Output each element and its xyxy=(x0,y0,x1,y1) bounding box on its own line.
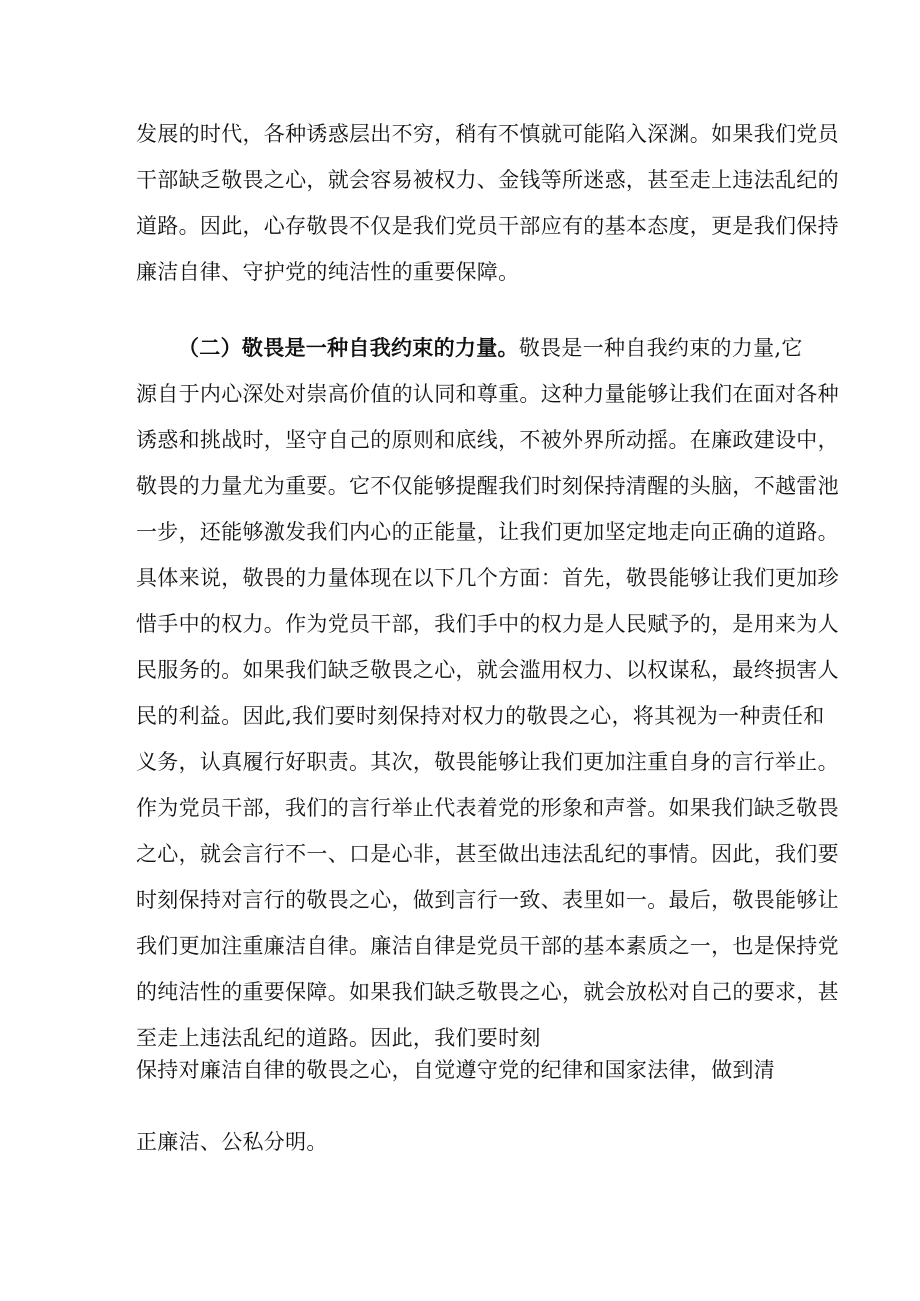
paragraph-2-line-1-rest: 敬畏是一种自我约束的力量,它 xyxy=(518,336,803,360)
paragraph-2-line: 至走上违法乱纪的道路。因此，我们要时刻 xyxy=(136,1026,541,1050)
paragraph-2-line: 敬畏的力量尤为重要。它不仅能够提醒我们时刻保持清醒的头脑，不越雷池 xyxy=(136,474,839,498)
paragraph-2-line: 一步，还能够激发我们内心的正能量，让我们更加坚定地走向正确的道路。 xyxy=(136,520,839,544)
paragraph-2-line: 的纯洁性的重要保障。如果我们缺乏敬畏之心，就会放松对自己的要求，甚 xyxy=(136,980,839,1004)
paragraph-1-line-1: 发展的时代，各种诱惑层出不穷，稍有不慎就可能陷入深渊。如果我们党员 xyxy=(136,122,839,146)
section-heading: （二）敬畏是一种自我约束的力量。 xyxy=(178,335,519,360)
paragraph-2-line: 民的利益。因此,我们要时刻保持对权力的敬畏之心，将其视为一种责任和 xyxy=(136,704,825,728)
paragraph-1-line-3: 道路。因此，心存敬畏不仅是我们党员干部应有的基本态度，更是我们保持 xyxy=(136,214,839,238)
paragraph-2-line: 民服务的。如果我们缺乏敬畏之心，就会滥用权力、以权谋私，最终损害人 xyxy=(136,658,839,682)
paragraph-1-line-2: 干部缺乏敬畏之心，就会容易被权力、金钱等所迷惑，甚至走上违法乱纪的 xyxy=(136,168,839,192)
paragraph-2-line: 具体来说，敬畏的力量体现在以下几个方面：首先，敬畏能够让我们更加珍 xyxy=(136,566,839,590)
paragraph-2-line: 保持对廉洁自律的敬畏之心，自觉遵守党的纪律和国家法律，做到清 xyxy=(136,1058,775,1082)
paragraph-2-line: 我们更加注重廉洁自律。廉洁自律是党员干部的基本素质之一，也是保持党 xyxy=(136,934,839,958)
paragraph-2-first-line xyxy=(178,334,803,362)
paragraph-2-line: 义务，认真履行好职责。其次，敬畏能够让我们更加注重自身的言行举止。 xyxy=(136,750,839,774)
paragraph-2-line: 源自于内心深处对崇高价值的认同和尊重。这种力量能够让我们在面对各种 xyxy=(136,382,839,406)
paragraph-2-line: 诱惑和挑战时，坚守自己的原则和底线，不被外界所动摇。在廉政建设中， xyxy=(136,428,839,452)
paragraph-2-line: 作为党员干部，我们的言行举止代表着党的形象和声誉。如果我们缺乏敬畏 xyxy=(136,796,839,820)
paragraph-2-line: 惜手中的权力。作为党员干部，我们手中的权力是人民赋予的，是用来为人 xyxy=(136,612,839,636)
paragraph-2-line: 之心，就会言行不一、口是心非，甚至做出违法乱纪的事情。因此，我们要 xyxy=(136,842,839,866)
paragraph-2-line: 时刻保持对言行的敬畏之心，做到言行一致、表里如一。最后，敬畏能够让 xyxy=(136,888,839,912)
paragraph-1-line-4: 廉洁自律、守护党的纯洁性的重要保障。 xyxy=(136,260,520,284)
paragraph-2-line: 正廉洁、公私分明。 xyxy=(136,1130,328,1154)
